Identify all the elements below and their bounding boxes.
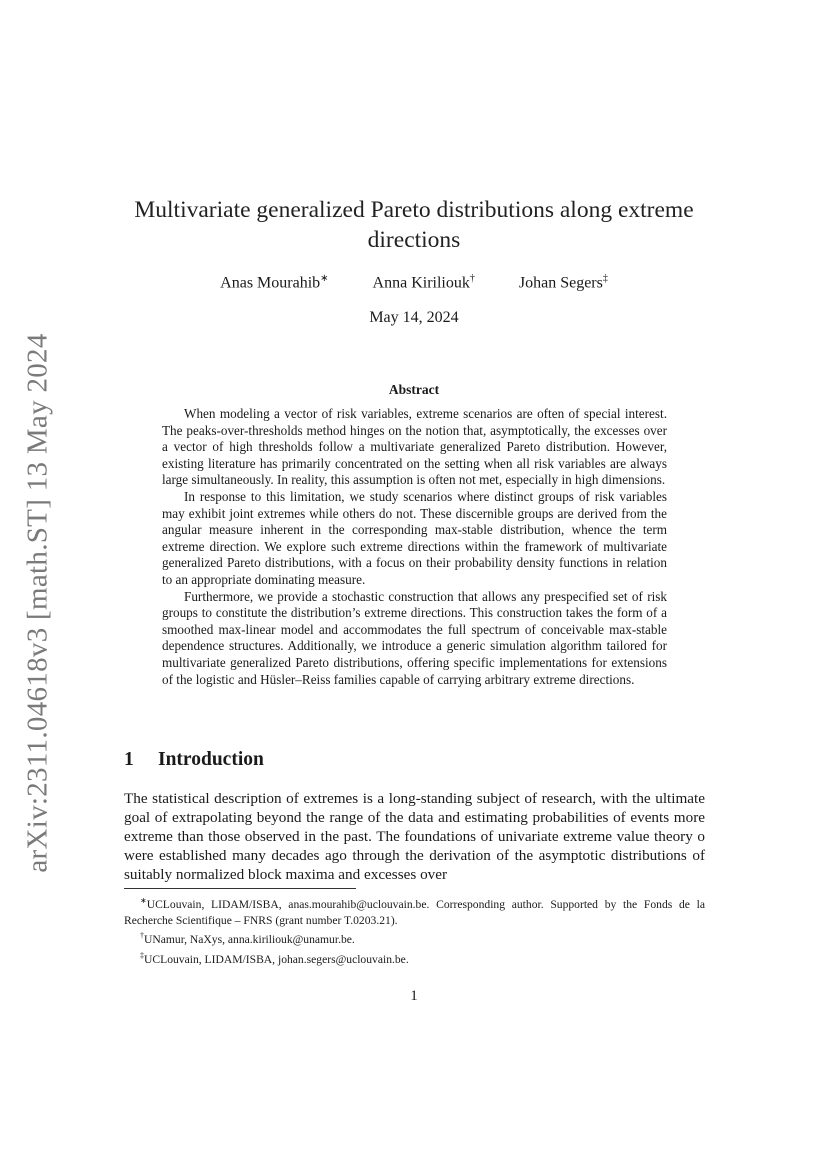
section-heading [124,749,264,771]
footnote-divider [124,888,356,889]
footnote-text: UNamur, NaXys, anna.kiriliouk@unamur.be. [144,933,355,947]
footnote-mark: † [140,931,144,941]
footnotes [124,893,705,968]
body-paragraph: The statistical description of extremes is a long-standing subject of research, with the ultimate goal of extrapolating beyond the range of the data and estimating probabilities of events more extreme than those observed in the past. The foundations of univariate extreme value theory o were established many decades ago through the derivation of the asymptotic distributions of suitably normalized block maxima and excesses over [124,790,705,883]
section-title: Introduction [158,749,264,770]
page-number: 1 [410,988,418,1004]
author-affiliation-mark: † [469,273,475,284]
author-affiliation-mark: ‡ [602,273,608,284]
abstract-heading: Abstract [388,382,440,397]
author-name: Johan Segers [518,274,603,292]
footnote [124,948,705,968]
section-number: 1 [124,749,134,770]
author-name: Anas Mourahib [220,274,321,292]
author-list [0,273,828,292]
abstract-body [162,406,667,688]
author-3 [519,273,608,292]
footnote-mark: ‡ [140,951,144,961]
introduction-text [124,789,705,884]
author-name: Anna Kiriliouk [372,274,470,292]
author-affiliation-mark: ∗ [320,273,329,284]
footnote [124,928,705,948]
author-2 [373,273,475,292]
footnote-text: UCLouvain, LIDAM/ISBA, anas.mourahib@uclouvain.be. Corresponding author. Supported by the Fonds de la Recherche Scientifique – FNRS (grant number T.0203.21). [124,897,705,927]
footnote-mark: ∗ [140,896,147,905]
publication-date: May 14, 2024 [369,309,459,326]
author-1 [220,273,328,292]
abstract-paragraph [162,489,667,589]
paper-title: Multivariate generalized Pareto distributions along extreme directions [134,197,694,253]
abstract-paragraph-text: In response to this limitation, we study scenarios where distinct groups of risk variables may exhibit joint extremes while others do not. These discernible groups are derived from the angular measure inherent in the corresponding max-stable distribution, whence the term extreme direction. We explore such extreme directions within the framework of multivariate generalized Pareto distributions, with a focus on their probability density functions in relation to an appropriate dominating measure. [162,488,667,587]
abstract-paragraph: When modeling a vector of risk variables, extreme scenarios are often of special interest. The peaks-over-thresholds method hinges on the notion that, asymptotically, the excesses over a vector of high thresholds follow a multivariate generalized Pareto distribution. However, existing literature has primarily concentrated on the setting when all risk variables are always large simultaneously. In reality, this assumption is often not met, especially in high dimensions. [162,406,667,488]
footnote-text: UCLouvain, LIDAM/ISBA, johan.segers@uclouvain.be. [144,952,409,966]
arxiv-identifier-stamp: arXiv:2311.04618v3 [math.ST] 13 May 2024 [21,333,54,873]
footnote [124,893,705,928]
abstract-paragraph: Furthermore, we provide a stochastic construction that allows any prespecified set of risk groups to constitute the distribution’s extreme directions. This construction takes the form of a smoothed max-linear model and accommodates the full spectrum of conceivable max-stable dependence structures. Additionally, we introduce a generic simulation algorithm tailored for multivariate generalized Pareto distributions, offering specific implementations for extensions of the logistic and Hüsler–Reiss families capable of carrying arbitrary extreme directions. [162,588,667,687]
